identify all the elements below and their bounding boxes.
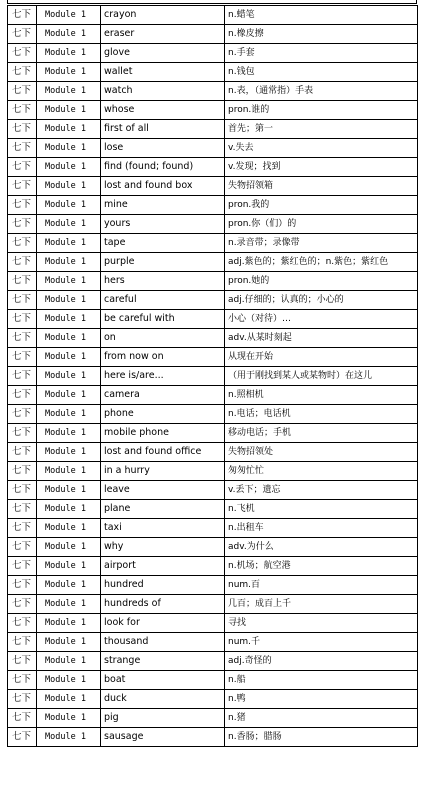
word-cell: hundreds of [101,595,225,614]
table-row [8,177,418,196]
table-row [8,690,418,709]
word-cell: sausage [101,728,225,747]
meaning-cell: n.鸭 [225,690,418,709]
grade-cell: 七下 [8,557,37,576]
table-row [8,234,418,253]
table-row [8,424,418,443]
module-cell: Module 1 [37,272,101,291]
grade-cell: 七下 [8,82,37,101]
meaning-cell: 寻找 [225,614,418,633]
grade-cell: 七下 [8,253,37,272]
table-row [8,120,418,139]
word-cell: mine [101,196,225,215]
table-row [8,595,418,614]
grade-cell: 七下 [8,405,37,424]
meaning-cell: v.丢下；遗忘 [225,481,418,500]
grade-cell: 七下 [8,291,37,310]
grade-cell: 七下 [8,348,37,367]
word-cell: thousand [101,633,225,652]
table-row [8,44,418,63]
table-row [8,329,418,348]
word-cell: hundred [101,576,225,595]
meaning-cell: n.船 [225,671,418,690]
module-cell: Module 1 [37,215,101,234]
meaning-cell: 从现在开始 [225,348,418,367]
module-cell: Module 1 [37,291,101,310]
module-cell: Module 1 [37,196,101,215]
grade-cell: 七下 [8,25,37,44]
table-row [8,101,418,120]
table-row [8,139,418,158]
table-row [8,196,418,215]
module-cell: Module 1 [37,709,101,728]
table-row [8,291,418,310]
grade-cell: 七下 [8,633,37,652]
grade-cell: 七下 [8,196,37,215]
module-cell: Module 1 [37,519,101,538]
table-row [8,652,418,671]
meaning-cell: n.钱包 [225,63,418,82]
grade-cell: 七下 [8,595,37,614]
word-cell: look for [101,614,225,633]
word-cell: strange [101,652,225,671]
word-cell: wallet [101,63,225,82]
module-cell: Module 1 [37,595,101,614]
word-cell: yours [101,215,225,234]
grade-cell: 七下 [8,424,37,443]
meaning-cell: 匆匆忙忙 [225,462,418,481]
word-cell: crayon [101,6,225,25]
grade-cell: 七下 [8,690,37,709]
word-cell: in a hurry [101,462,225,481]
table-row [8,82,418,101]
word-cell: purple [101,253,225,272]
table-row [8,405,418,424]
module-cell: Module 1 [37,25,101,44]
word-cell: mobile phone [101,424,225,443]
word-cell: from now on [101,348,225,367]
meaning-cell: v.失去 [225,139,418,158]
word-cell: eraser [101,25,225,44]
module-cell: Module 1 [37,386,101,405]
grade-cell: 七下 [8,158,37,177]
meaning-cell: pron.我的 [225,196,418,215]
grade-cell: 七下 [8,500,37,519]
vocabulary-table-body [8,6,418,747]
word-cell: lost and found box [101,177,225,196]
word-cell: camera [101,386,225,405]
meaning-cell: n.手套 [225,44,418,63]
table-row [8,728,418,747]
module-cell: Module 1 [37,139,101,158]
module-cell: Module 1 [37,671,101,690]
meaning-cell: num.千 [225,633,418,652]
meaning-cell: n.蜡笔 [225,6,418,25]
module-cell: Module 1 [37,234,101,253]
module-cell: Module 1 [37,633,101,652]
module-cell: Module 1 [37,424,101,443]
module-cell: Module 1 [37,367,101,386]
word-cell: lost and found office [101,443,225,462]
grade-cell: 七下 [8,329,37,348]
table-row [8,158,418,177]
grade-cell: 七下 [8,63,37,82]
meaning-cell: n.照相机 [225,386,418,405]
module-cell: Module 1 [37,614,101,633]
table-row [8,386,418,405]
word-cell: leave [101,481,225,500]
table-row [8,709,418,728]
meaning-cell: （用于刚找到某人或某物时）在这儿 [225,367,418,386]
meaning-cell: n.飞机 [225,500,418,519]
word-cell: hers [101,272,225,291]
grade-cell: 七下 [8,215,37,234]
table-row [8,481,418,500]
grade-cell: 七下 [8,519,37,538]
module-cell: Module 1 [37,576,101,595]
grade-cell: 七下 [8,443,37,462]
meaning-cell: adj.仔细的；认真的；小心的 [225,291,418,310]
meaning-cell: 移动电话；手机 [225,424,418,443]
module-cell: Module 1 [37,557,101,576]
grade-cell: 七下 [8,462,37,481]
word-cell: watch [101,82,225,101]
meaning-cell: v.发现；找到 [225,158,418,177]
table-row [8,253,418,272]
meaning-cell: n.表，（通常指）手表 [225,82,418,101]
table-row [8,25,418,44]
module-cell: Module 1 [37,690,101,709]
word-cell: careful [101,291,225,310]
word-cell: find (found; found) [101,158,225,177]
meaning-cell: n.香肠；腊肠 [225,728,418,747]
meaning-cell: 首先；第一 [225,120,418,139]
word-cell: here is/are... [101,367,225,386]
meaning-cell: num.百 [225,576,418,595]
meaning-cell: pron.她的 [225,272,418,291]
grade-cell: 七下 [8,139,37,158]
word-cell: plane [101,500,225,519]
table-row [8,215,418,234]
module-cell: Module 1 [37,500,101,519]
module-cell: Module 1 [37,348,101,367]
table-row [8,272,418,291]
module-cell: Module 1 [37,82,101,101]
meaning-cell: 失物招领箱 [225,177,418,196]
module-cell: Module 1 [37,443,101,462]
grade-cell: 七下 [8,538,37,557]
meaning-cell: adj.奇怪的 [225,652,418,671]
word-cell: whose [101,101,225,120]
meaning-cell: adv.为什么 [225,538,418,557]
grade-cell: 七下 [8,44,37,63]
table-row [8,63,418,82]
module-cell: Module 1 [37,462,101,481]
grade-cell: 七下 [8,652,37,671]
module-cell: Module 1 [37,652,101,671]
meaning-cell: 几百；成百上千 [225,595,418,614]
table-row [8,500,418,519]
word-cell: why [101,538,225,557]
grade-cell: 七下 [8,272,37,291]
module-cell: Module 1 [37,481,101,500]
table-row [8,348,418,367]
vocabulary-table [7,5,418,747]
module-cell: Module 1 [37,329,101,348]
meaning-cell: n.机场；航空港 [225,557,418,576]
word-cell: tape [101,234,225,253]
word-cell: glove [101,44,225,63]
word-cell: pig [101,709,225,728]
grade-cell: 七下 [8,481,37,500]
module-cell: Module 1 [37,177,101,196]
table-row [8,576,418,595]
table-row [8,538,418,557]
grade-cell: 七下 [8,120,37,139]
table-row [8,557,418,576]
word-cell: on [101,329,225,348]
grade-cell: 七下 [8,177,37,196]
grade-cell: 七下 [8,576,37,595]
meaning-cell: 失物招领处 [225,443,418,462]
module-cell: Module 1 [37,405,101,424]
meaning-cell: 小心（对待）… [225,310,418,329]
grade-cell: 七下 [8,101,37,120]
grade-cell: 七下 [8,234,37,253]
meaning-cell: pron.谁的 [225,101,418,120]
grade-cell: 七下 [8,709,37,728]
table-row [8,367,418,386]
word-cell: duck [101,690,225,709]
meaning-cell: adj.紫色的；紫红色的；n.紫色；紫红色 [225,253,418,272]
table-top-edge [7,0,417,4]
word-cell: boat [101,671,225,690]
meaning-cell: n.猪 [225,709,418,728]
word-cell: airport [101,557,225,576]
table-row [8,310,418,329]
module-cell: Module 1 [37,6,101,25]
word-cell: taxi [101,519,225,538]
table-row [8,633,418,652]
table-row [8,443,418,462]
grade-cell: 七下 [8,614,37,633]
module-cell: Module 1 [37,253,101,272]
module-cell: Module 1 [37,538,101,557]
table-row [8,462,418,481]
grade-cell: 七下 [8,386,37,405]
module-cell: Module 1 [37,120,101,139]
word-cell: be careful with [101,310,225,329]
word-cell: lose [101,139,225,158]
module-cell: Module 1 [37,44,101,63]
meaning-cell: n.出租车 [225,519,418,538]
table-row [8,6,418,25]
grade-cell: 七下 [8,671,37,690]
word-cell: first of all [101,120,225,139]
module-cell: Module 1 [37,728,101,747]
module-cell: Module 1 [37,63,101,82]
meaning-cell: n.录音带；录像带 [225,234,418,253]
table-row [8,519,418,538]
grade-cell: 七下 [8,728,37,747]
grade-cell: 七下 [8,6,37,25]
module-cell: Module 1 [37,310,101,329]
table-row [8,671,418,690]
meaning-cell: adv.从某时刻起 [225,329,418,348]
meaning-cell: n.电话；电话机 [225,405,418,424]
module-cell: Module 1 [37,158,101,177]
meaning-cell: n.橡皮擦 [225,25,418,44]
table-row [8,614,418,633]
word-cell: phone [101,405,225,424]
grade-cell: 七下 [8,367,37,386]
module-cell: Module 1 [37,101,101,120]
grade-cell: 七下 [8,310,37,329]
meaning-cell: pron.你（们）的 [225,215,418,234]
